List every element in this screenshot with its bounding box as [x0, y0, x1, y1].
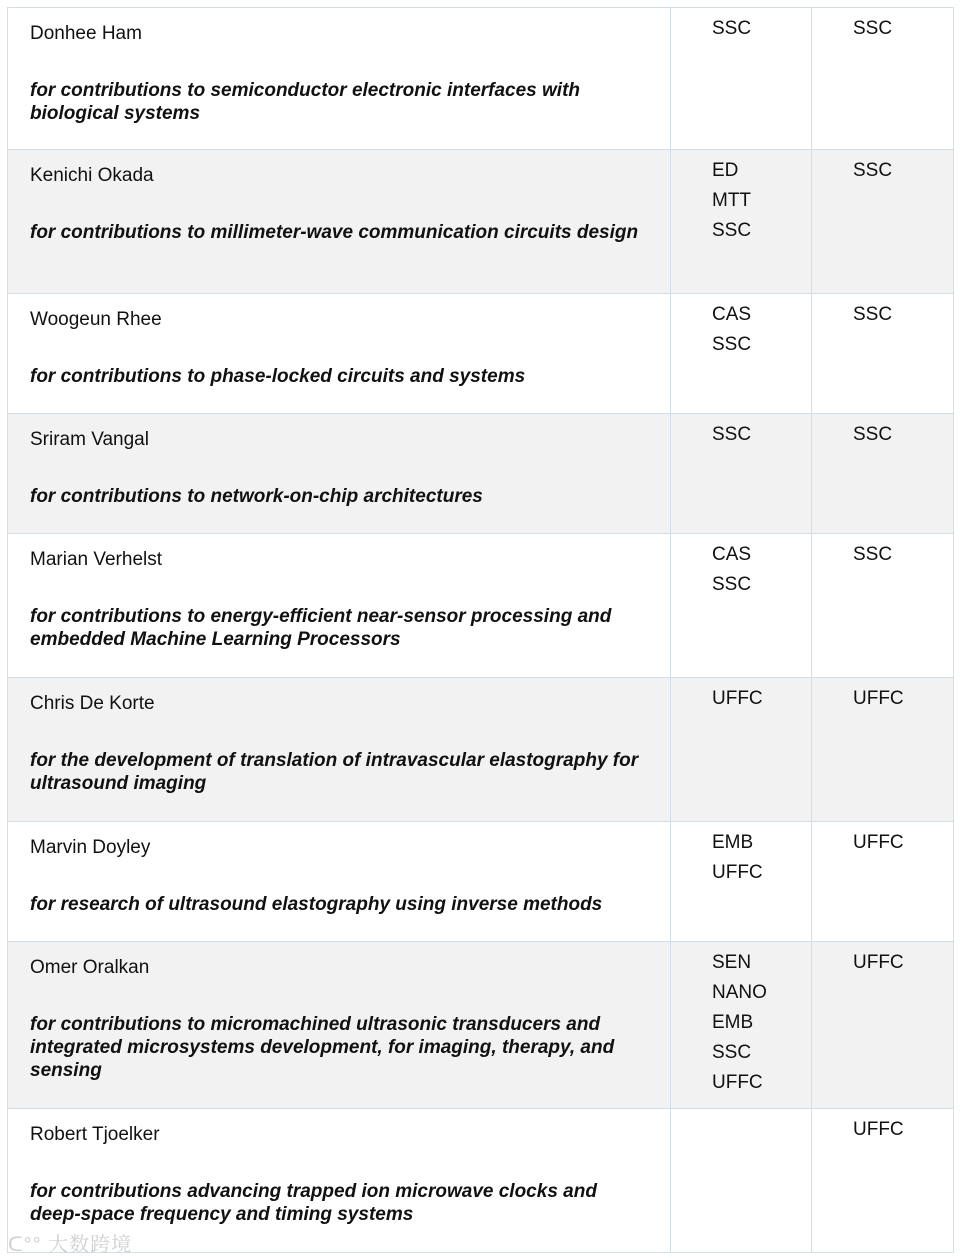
fellow-name: Sriram Vangal [30, 429, 149, 450]
table-row [8, 414, 954, 534]
societies-cell [671, 150, 812, 294]
society-code: SSC [712, 1042, 752, 1063]
table-row [8, 678, 954, 822]
fellows-table [7, 7, 954, 1253]
evaluating-society-cell [812, 678, 954, 822]
fellow-cell [8, 822, 671, 942]
evaluating-society: UFFC [853, 952, 904, 973]
fellow-citation: for contributions to millimeter-wave communication circuits design [30, 222, 639, 243]
fellow-cell [8, 534, 671, 678]
evaluating-society-cell [812, 942, 954, 1109]
fellow-citation: for research of ultrasound elastography using inverse methods [30, 894, 603, 915]
fellow-citation: for contributions to micromachined ultrasonic transducers and integrated microsystems development, for imaging, therapy, and sensing [30, 1014, 615, 1081]
fellow-citation: for contributions advancing trapped ion microwave clocks and deep-space frequency and timing systems [30, 1181, 597, 1225]
evaluating-society-cell [812, 414, 954, 534]
table-row [8, 8, 954, 150]
fellow-cell [8, 942, 671, 1109]
society-code: SSC [712, 574, 752, 595]
watermark-logo: ᑕ°° 大数跨境 [8, 1234, 133, 1256]
fellow-name: Kenichi Okada [30, 165, 154, 186]
society-code: MTT [712, 190, 752, 211]
society-code: SSC [712, 424, 752, 445]
fellow-cell [8, 294, 671, 414]
societies-cell [671, 822, 812, 942]
table-row [8, 294, 954, 414]
table-row [8, 1109, 954, 1253]
fellow-name: Donhee Ham [30, 23, 142, 44]
evaluating-society: SSC [853, 160, 893, 181]
evaluating-society-cell [812, 822, 954, 942]
society-code: SSC [712, 18, 752, 39]
evaluating-society: UFFC [853, 832, 904, 853]
societies-cell [671, 942, 812, 1109]
fellow-citation: for contributions to phase-locked circuits and systems [30, 366, 526, 387]
society-code: SSC [712, 220, 752, 241]
society-code: CAS [712, 304, 752, 325]
societies-cell [671, 8, 812, 150]
society-code: SSC [712, 334, 752, 355]
fellow-name: Omer Oralkan [30, 957, 150, 978]
society-code: CAS [712, 544, 752, 565]
table-row [8, 942, 954, 1109]
fellow-name: Woogeun Rhee [30, 309, 162, 330]
societies-cell [671, 1109, 812, 1253]
evaluating-society: UFFC [853, 1119, 904, 1140]
societies-cell [671, 414, 812, 534]
fellow-citation: for contributions to semiconductor electronic interfaces with biological systems [30, 80, 581, 124]
society-code: UFFC [712, 1072, 763, 1093]
evaluating-society-cell [812, 150, 954, 294]
fellow-cell [8, 8, 671, 150]
societies-cell [671, 678, 812, 822]
society-code: SEN [712, 952, 752, 973]
evaluating-society: UFFC [853, 688, 904, 709]
evaluating-society: SSC [853, 544, 893, 565]
societies-cell [671, 534, 812, 678]
table-row [8, 150, 954, 294]
evaluating-society: SSC [853, 18, 893, 39]
society-code: UFFC [712, 862, 763, 883]
evaluating-society-cell [812, 8, 954, 150]
fellow-name: Chris De Korte [30, 693, 155, 714]
evaluating-society-cell [812, 1109, 954, 1253]
evaluating-society: SSC [853, 304, 893, 325]
table-row [8, 822, 954, 942]
societies-cell [671, 294, 812, 414]
evaluating-society-cell [812, 534, 954, 678]
society-code: UFFC [712, 688, 763, 709]
society-code: NANO [712, 982, 767, 1003]
fellow-name: Marian Verhelst [30, 549, 163, 570]
fellow-name: Marvin Doyley [30, 837, 151, 858]
fellow-cell [8, 414, 671, 534]
fellow-name: Robert Tjoelker [30, 1124, 160, 1145]
evaluating-society-cell [812, 294, 954, 414]
fellow-cell [8, 678, 671, 822]
fellow-citation: for contributions to energy-efficient near-sensor processing and embedded Machine Learning Processors [30, 606, 612, 650]
society-code: EMB [712, 832, 754, 853]
watermark-text: 大数跨境 [48, 1234, 133, 1256]
society-code: EMB [712, 1012, 754, 1033]
society-code: ED [712, 160, 739, 181]
fellow-citation: for contributions to network-on-chip architectures [30, 486, 483, 507]
table-row [8, 534, 954, 678]
fellow-citation: for the development of translation of intravascular elastography for ultrasound imaging [30, 750, 639, 794]
fellow-cell [8, 150, 671, 294]
evaluating-society: SSC [853, 424, 893, 445]
